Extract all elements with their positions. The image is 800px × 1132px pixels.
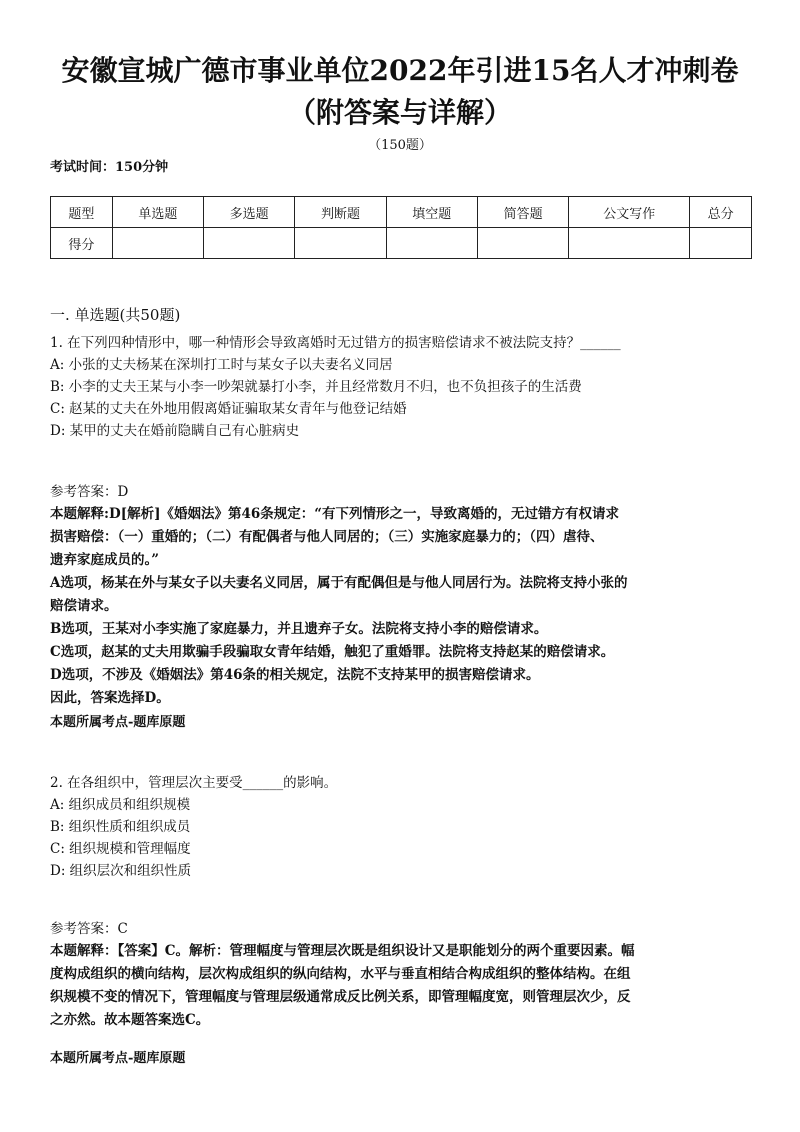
score-header-cell: 公文写作 [569, 197, 690, 228]
score-header-cell: 多选题 [203, 197, 294, 228]
explanation-line: 织规模不变的情况下，管理幅度与管理层级通常成反比例关系，即管理幅度宽，则管理层次少，反 [50, 989, 631, 1005]
explanation-line: 之亦然。故本题答案选C。 [50, 1012, 210, 1028]
question-count: （150题） [368, 138, 432, 153]
question-option: C: 组织规模和管理幅度 [50, 841, 191, 857]
question-option: D: 组织层次和组织性质 [50, 863, 192, 879]
explanation-line: 度构成组织的横向结构，层次构成组织的纵向结构，水平与垂直相结合构成组织的整体结构。在组 [50, 966, 631, 982]
score-cell [112, 228, 203, 259]
question-stem: 2. 在各组织中，管理层次主要受______的影响。 [50, 775, 338, 791]
section-title: 一. 单选题(共50题) [50, 306, 181, 324]
answer-key: 参考答案：C [50, 921, 128, 937]
score-header-cell: 简答题 [477, 197, 568, 228]
explanation-line: 本题解释：【答案】C。解析：管理幅度与管理层次既是组织设计又是职能划分的两个重要因素。幅 [50, 943, 635, 959]
explanation-line: C选项，赵某的丈夫用欺骗手段骗取女青年结婚，触犯了重婚罪。法院将支持赵某的赔偿请求。 [50, 644, 615, 660]
explanation-line: 因此，答案选择D。 [50, 690, 170, 706]
question-option: B: 组织性质和组织成员 [50, 819, 191, 835]
question-stem: 1. 在下列四种情形中，哪一种情形会导致离婚时无过错方的损害赔偿请求不被法院支持？______ [50, 335, 621, 351]
question-option: C: 赵某的丈夫在外地用假离婚证骗取某女青年与他登记结婚 [50, 401, 407, 417]
score-header-cell: 单选题 [112, 197, 203, 228]
score-header-cell: 判断题 [295, 197, 386, 228]
question-1-tag: 本题所属考点-题库原题 [50, 715, 186, 730]
score-header-cell: 填空题 [386, 197, 477, 228]
question-2-tag: 本题所属考点-题库原题 [50, 1051, 186, 1066]
score-header-cell: 总分 [690, 197, 752, 228]
doc-title: 安徽宣城广德市事业单位2022年引进15名人才冲刺卷（附答案与详解） [61, 54, 739, 129]
question-2 [50, 772, 755, 882]
explanation-line: 损害赔偿：（一）重婚的；（二）有配偶者与他人同居的；（三）实施家庭暴力的；（四）虐待、 [50, 529, 604, 545]
score-cell [386, 228, 477, 259]
question-1-answer [50, 481, 755, 710]
score-header-cell: 题型 [51, 197, 113, 228]
explanation-line: D选项，不涉及《婚姻法》第46条的相关规定，法院不支持某甲的损害赔偿请求。 [50, 667, 540, 683]
answer-key: 参考答案：D [50, 484, 129, 500]
explanation-line: 赔偿请求。 [50, 598, 118, 614]
question-2-answer [50, 918, 755, 1032]
score-table-header-row [51, 197, 752, 228]
question-option: B: 小李的丈夫王某与小李一吵架就暴打小李，并且经常数月不归，也不负担孩子的生活费 [50, 379, 582, 395]
score-cell [295, 228, 386, 259]
score-cell [690, 228, 752, 259]
question-1 [50, 332, 755, 442]
question-option: D: 某甲的丈夫在婚前隐瞒自己有心脏病史 [50, 423, 300, 439]
score-cell [569, 228, 690, 259]
score-table-score-row [51, 228, 752, 259]
score-cell [203, 228, 294, 259]
score-table [50, 196, 752, 259]
exam-time: 考试时间：150分钟 [50, 160, 169, 175]
score-row-label: 得分 [51, 228, 113, 259]
question-option: A: 组织成员和组织规模 [50, 797, 191, 813]
explanation-line: 遗弃家庭成员的。” [50, 552, 160, 568]
question-option: A: 小张的丈夫杨某在深圳打工时与某女子以夫妻名义同居 [50, 357, 393, 373]
explanation-line: B选项，王某对小李实施了家庭暴力，并且遗弃子女。法院将支持小李的赔偿请求。 [50, 621, 548, 637]
explanation-line: 本题解释:D[解析]《婚姻法》第46条规定：“有下列情形之一，导致离婚的，无过错方有权请求 [50, 506, 620, 522]
score-cell [477, 228, 568, 259]
explanation-line: A选项，杨某在外与某女子以夫妻名义同居，属于有配偶但是与他人同居行为。法院将支持小张的 [50, 575, 628, 591]
